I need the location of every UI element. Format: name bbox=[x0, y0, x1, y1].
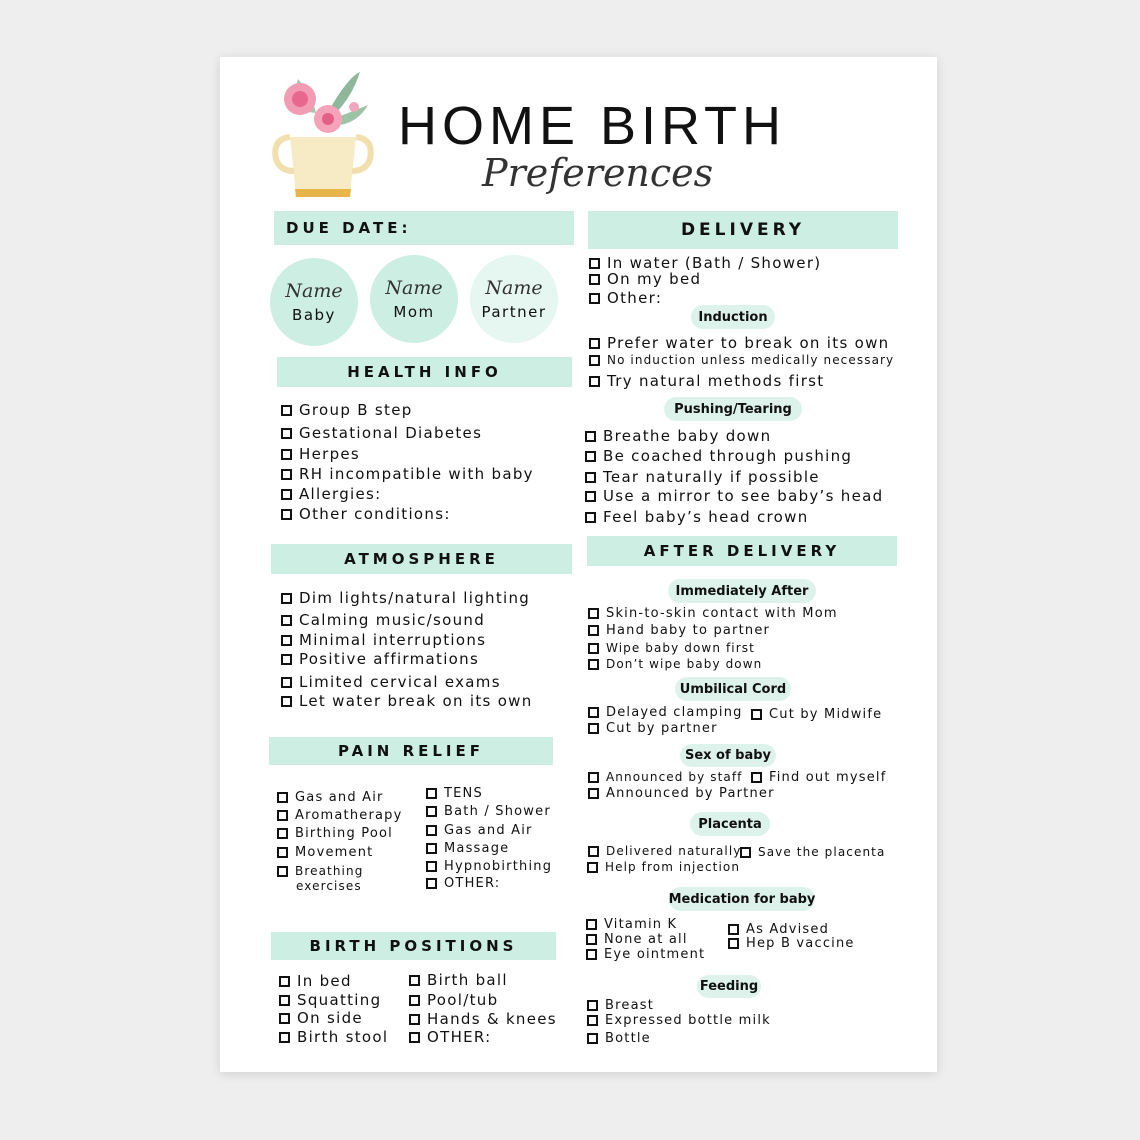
checkbox[interactable] bbox=[751, 709, 762, 720]
checklist-item[interactable]: Breast bbox=[587, 998, 654, 1013]
delivery-heading: DELIVERY bbox=[588, 211, 898, 249]
checklist-item[interactable]: TENS bbox=[426, 786, 483, 801]
checkbox[interactable] bbox=[587, 1033, 598, 1044]
checklist-item[interactable]: Tear naturally if possible bbox=[585, 468, 820, 486]
checklist-item[interactable]: Gestational Diabetes bbox=[281, 424, 482, 442]
umbilical-cord-heading: Umbilical Cord bbox=[675, 677, 791, 701]
placenta-heading: Placenta bbox=[690, 812, 770, 836]
checkbox[interactable] bbox=[587, 1000, 598, 1011]
checkbox[interactable] bbox=[589, 293, 600, 304]
checklist-item[interactable]: Other conditions: bbox=[281, 505, 451, 523]
checkbox[interactable] bbox=[277, 810, 288, 821]
checkbox[interactable] bbox=[281, 635, 292, 646]
checkbox[interactable] bbox=[587, 1015, 598, 1026]
after-delivery-heading: AFTER DELIVERY bbox=[587, 536, 897, 566]
name-script: Name bbox=[485, 277, 543, 299]
checkbox[interactable] bbox=[279, 1013, 290, 1024]
checklist-item[interactable]: Be coached through pushing bbox=[585, 447, 852, 465]
checklist-item[interactable]: In bed bbox=[279, 972, 352, 990]
checklist-item[interactable]: Positive affirmations bbox=[281, 650, 479, 668]
checkbox[interactable] bbox=[728, 924, 739, 935]
checklist-item[interactable]: Announced by staff bbox=[588, 770, 742, 784]
checklist-item[interactable]: Help from injection bbox=[587, 860, 740, 874]
checkbox[interactable] bbox=[409, 995, 420, 1006]
flower-vase-illustration bbox=[268, 67, 378, 202]
checklist-item[interactable]: Minimal interruptions bbox=[281, 631, 486, 649]
checklist-item[interactable]: No induction unless medically necessary bbox=[589, 353, 894, 367]
page-subtitle: Preferences bbox=[482, 151, 714, 195]
checklist-item[interactable]: Calming music/sound bbox=[281, 611, 485, 629]
checkbox[interactable] bbox=[588, 707, 599, 718]
checklist-item[interactable]: Birthing Pool bbox=[277, 826, 393, 841]
checklist-item[interactable]: Cut by partner bbox=[588, 721, 718, 736]
checklist-item[interactable]: Limited cervical exams bbox=[281, 673, 501, 691]
name-circle-partner[interactable] bbox=[470, 255, 558, 343]
checklist-item[interactable]: On side bbox=[279, 1009, 363, 1027]
checklist-item[interactable]: Hand baby to partner bbox=[588, 623, 770, 638]
checkbox[interactable] bbox=[281, 405, 292, 416]
checkbox[interactable] bbox=[589, 274, 600, 285]
checklist-item[interactable]: None at all bbox=[586, 932, 688, 947]
checklist-item[interactable]: Bottle bbox=[587, 1031, 651, 1046]
checklist-item[interactable]: Delivered naturally bbox=[588, 844, 742, 858]
checkbox[interactable] bbox=[426, 861, 437, 872]
birth-preferences-sheet bbox=[220, 57, 937, 1072]
checkbox[interactable] bbox=[587, 862, 598, 873]
checklist-item[interactable]: Wipe baby down first bbox=[588, 641, 755, 655]
checkbox[interactable] bbox=[588, 643, 599, 654]
checkbox[interactable] bbox=[279, 1032, 290, 1043]
checklist-item[interactable]: Squatting bbox=[279, 991, 381, 1009]
checklist-item[interactable]: Don’t wipe baby down bbox=[588, 657, 762, 671]
checkbox[interactable] bbox=[426, 843, 437, 854]
checklist-item[interactable]: OTHER: bbox=[409, 1028, 492, 1046]
checklist-item[interactable]: Let water break on its own bbox=[281, 692, 533, 710]
sex-of-baby-heading: Sex of baby bbox=[680, 744, 776, 767]
checkbox[interactable] bbox=[589, 338, 600, 349]
checklist-item[interactable]: On my bed bbox=[589, 270, 701, 288]
checkbox[interactable] bbox=[588, 846, 599, 857]
checklist-item[interactable]: Gas and Air bbox=[277, 790, 384, 805]
checkbox[interactable] bbox=[586, 949, 597, 960]
checkbox[interactable] bbox=[281, 449, 292, 460]
checkbox[interactable] bbox=[277, 828, 288, 839]
checkbox[interactable] bbox=[589, 376, 600, 387]
checkbox[interactable] bbox=[751, 772, 762, 783]
checklist-item[interactable]: Movement bbox=[277, 845, 373, 860]
checkbox[interactable] bbox=[281, 654, 292, 665]
medication-for-baby-heading: Medication for baby bbox=[669, 887, 815, 911]
checklist-item[interactable]: Breathe baby down bbox=[585, 427, 771, 445]
checklist-item[interactable]: Hypnobirthing bbox=[426, 859, 552, 874]
checkbox[interactable] bbox=[585, 472, 596, 483]
atmosphere-heading: ATMOSPHERE bbox=[271, 544, 572, 574]
checklist-item[interactable]: Expressed bottle milk bbox=[587, 1013, 771, 1028]
checkbox[interactable] bbox=[281, 469, 292, 480]
checkbox[interactable] bbox=[585, 451, 596, 462]
checklist-item[interactable]: Use a mirror to see baby’s head bbox=[585, 487, 883, 505]
checklist-item[interactable]: Cut by Midwife bbox=[751, 707, 882, 722]
checkbox[interactable] bbox=[409, 1032, 420, 1043]
checklist-item[interactable]: Hands & knees bbox=[409, 1010, 557, 1028]
checklist-item[interactable]: Herpes bbox=[281, 445, 360, 463]
checkbox[interactable] bbox=[409, 1014, 420, 1025]
pushing-tearing-heading: Pushing/Tearing bbox=[664, 397, 802, 421]
pain-relief-heading: PAIN RELIEF bbox=[269, 737, 553, 765]
checklist-item[interactable]: Dim lights/natural lighting bbox=[281, 589, 530, 607]
checkbox[interactable] bbox=[588, 659, 599, 670]
checklist-item[interactable]: Announced by Partner bbox=[588, 786, 775, 801]
checkbox[interactable] bbox=[585, 431, 596, 442]
checklist-item[interactable]: Pool/tub bbox=[409, 991, 498, 1009]
checkbox[interactable] bbox=[589, 258, 600, 269]
checkbox[interactable] bbox=[585, 512, 596, 523]
checkbox[interactable] bbox=[279, 995, 290, 1006]
checklist-item[interactable]: Try natural methods first bbox=[589, 372, 824, 390]
checkbox[interactable] bbox=[281, 677, 292, 688]
checklist-item[interactable]: Feel baby’s head crown bbox=[585, 508, 809, 526]
checkbox[interactable] bbox=[281, 696, 292, 707]
checkbox[interactable] bbox=[277, 866, 288, 877]
checklist-item[interactable]: Find out myself bbox=[751, 770, 887, 785]
checkbox[interactable] bbox=[588, 608, 599, 619]
checklist-item[interactable]: Aromatherapy bbox=[277, 808, 403, 823]
checkbox[interactable] bbox=[281, 428, 292, 439]
health-info-heading: HEALTH INFO bbox=[277, 357, 572, 387]
checklist-item[interactable]: Skin-to-skin contact with Mom bbox=[588, 606, 838, 621]
birth-positions-heading: BIRTH POSITIONS bbox=[271, 932, 556, 960]
checkbox[interactable] bbox=[426, 806, 437, 817]
checkbox[interactable] bbox=[728, 938, 739, 949]
checkbox[interactable] bbox=[740, 847, 751, 858]
checkbox[interactable] bbox=[281, 489, 292, 500]
checkbox[interactable] bbox=[281, 593, 292, 604]
checklist-item[interactable]: Birth stool bbox=[279, 1028, 388, 1046]
checkbox[interactable] bbox=[585, 491, 596, 502]
checkbox[interactable] bbox=[281, 615, 292, 626]
checklist-item[interactable]: As Advised bbox=[728, 922, 829, 937]
checklist-item[interactable]: Vitamin K bbox=[586, 917, 677, 932]
immediately-after-heading: Immediately After bbox=[668, 579, 816, 603]
name-script: Name bbox=[385, 277, 443, 299]
checkbox[interactable] bbox=[277, 847, 288, 858]
checkbox[interactable] bbox=[281, 509, 292, 520]
checkbox[interactable] bbox=[426, 825, 437, 836]
checklist-item[interactable]: RH incompatible with baby bbox=[281, 465, 534, 483]
checklist-item[interactable]: Save the placenta bbox=[740, 845, 885, 859]
name-label: Mom bbox=[393, 303, 435, 321]
checklist-item[interactable]: In water (Bath / Shower) bbox=[589, 254, 821, 272]
checkbox[interactable] bbox=[277, 792, 288, 803]
checklist-item[interactable]: Other: bbox=[589, 289, 662, 307]
name-circle-baby[interactable] bbox=[270, 258, 358, 346]
checkbox[interactable] bbox=[588, 788, 599, 799]
checkbox[interactable] bbox=[586, 934, 597, 945]
checklist-item[interactable]: Group B step bbox=[281, 401, 413, 419]
checkbox[interactable] bbox=[409, 975, 420, 986]
checkbox[interactable] bbox=[589, 355, 600, 366]
checklist-item[interactable]: Eye ointment bbox=[586, 947, 705, 962]
name-label: Baby bbox=[292, 306, 336, 324]
checkbox[interactable] bbox=[586, 919, 597, 930]
checklist-item[interactable]: Delayed clamping bbox=[588, 705, 743, 720]
checklist-item[interactable]: Allergies: bbox=[281, 485, 382, 503]
checkbox[interactable] bbox=[588, 723, 599, 734]
name-circle-mom[interactable] bbox=[370, 255, 458, 343]
checklist-item[interactable]: Breathing bbox=[277, 864, 363, 878]
checkbox[interactable] bbox=[426, 788, 437, 799]
page-title: HOME BIRTH bbox=[398, 96, 787, 156]
checklist-item-continued: exercises bbox=[296, 879, 362, 893]
checkbox[interactable] bbox=[426, 878, 437, 889]
checkbox[interactable] bbox=[279, 976, 290, 987]
checklist-item[interactable]: Birth ball bbox=[409, 971, 508, 989]
checkbox[interactable] bbox=[588, 625, 599, 636]
checklist-item[interactable]: Prefer water to break on its own bbox=[589, 334, 890, 352]
name-label: Partner bbox=[481, 303, 547, 321]
checklist-item[interactable]: OTHER: bbox=[426, 876, 500, 891]
feeding-heading: Feeding bbox=[697, 975, 761, 998]
checklist-item[interactable]: Hep B vaccine bbox=[728, 936, 855, 951]
induction-heading: Induction bbox=[691, 305, 775, 329]
name-script: Name bbox=[285, 280, 343, 302]
checklist-item[interactable]: Gas and Air bbox=[426, 823, 533, 838]
checklist-item[interactable]: Massage bbox=[426, 841, 509, 856]
due-date-field[interactable]: DUE DATE: bbox=[274, 211, 574, 245]
checkbox[interactable] bbox=[588, 772, 599, 783]
checklist-item[interactable]: Bath / Shower bbox=[426, 804, 551, 819]
